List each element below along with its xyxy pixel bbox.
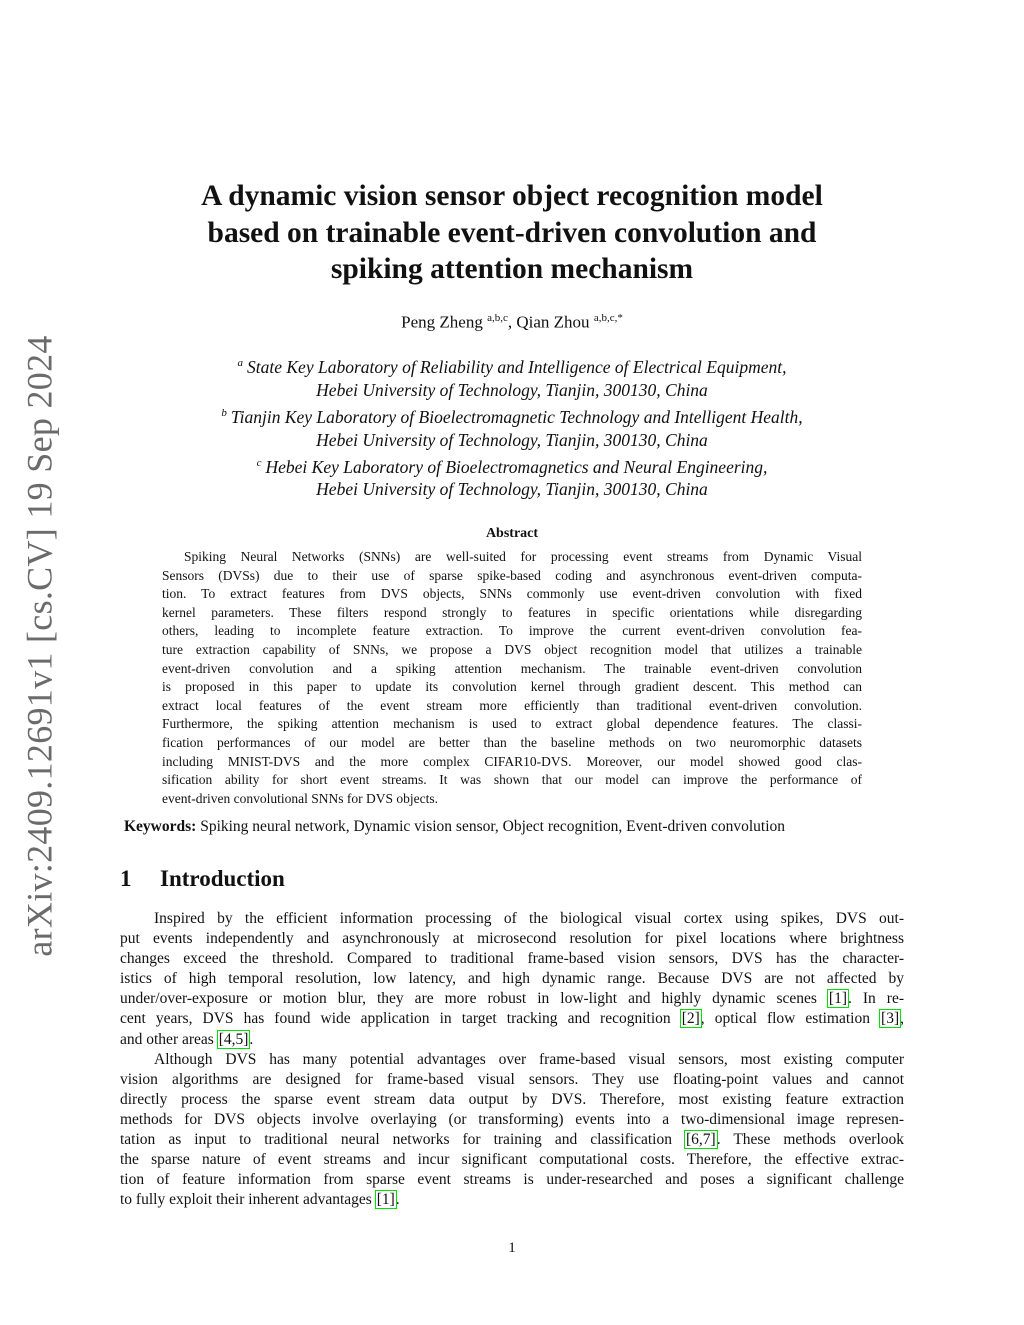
paper-title	[140, 178, 884, 288]
abstract-line: event-driven convolution and a spiking attention mechanism. The trainable event-driven convolution	[162, 660, 862, 676]
title-line: A dynamic vision sensor object recognition model	[201, 180, 823, 212]
abstract-line: Sensors (DVSs) due to their use of sparse spike-based coding and asynchronous event-driven computa-	[162, 567, 862, 583]
body-line: the sparse nature of event streams and incur significant computational costs. Therefore, the effective extrac-	[120, 1151, 904, 1169]
body-line: cent years, DVS has found wide application in target tracking and recognition [2], optical flow estimation [3],	[120, 1010, 904, 1028]
abstract-line: kernel parameters. These filters respond strongly to features in specific orientations while disregarding	[162, 604, 862, 620]
arxiv-identifier: arXiv:2409.12691v1 [cs.CV] 19 Sep 2024	[20, 335, 60, 957]
citation-link[interactable]: [1]	[828, 990, 847, 1008]
affiliation-line: $^c$ Hebei Key Laboratory of Bioelectromagnetics and Neural Engineering,	[256, 456, 768, 477]
keywords-text: Spiking neural network, Dynamic vision sensor, Object recognition, Event-driven convolution	[200, 818, 786, 835]
body-line: directly process the sparse event stream data output by DVS. Therefore, most existing feature extraction	[120, 1090, 904, 1108]
author-separator: ,	[507, 312, 517, 332]
citation-link[interactable]: [6,7]	[686, 1131, 716, 1149]
introduction-text	[120, 909, 904, 1210]
body-line: and other areas [4,5].	[120, 1030, 254, 1048]
affiliation-line: $^a$ State Key Laboratory of Reliability and Intelligence of Electrical Equipment,	[237, 356, 787, 377]
abstract-line: including MNIST-DVS and the more complex CIFAR10-DVS. Moreover, our model showed good clas-	[162, 753, 862, 769]
author-list	[0, 312, 1024, 333]
citation-link[interactable]: [1]	[376, 1191, 395, 1209]
affiliation-line: Hebei University of Technology, Tianjin, 300130, China	[316, 379, 708, 400]
abstract-line: is proposed in this paper to update its convolution kernel through gradient descent. This method can	[162, 679, 862, 695]
citation-link[interactable]: [3]	[881, 1010, 900, 1028]
body-line: to fully exploit their inherent advantages [1].	[120, 1191, 400, 1209]
affiliation-mark: a	[237, 357, 244, 369]
affiliation-mark: b	[221, 406, 227, 419]
affiliations	[120, 352, 904, 501]
keywords	[124, 818, 904, 836]
author-name: Qian Zhou	[516, 312, 590, 332]
page-number: 1	[508, 1240, 516, 1256]
body-line: methods for DVS objects involve overlaying (or transforming) events into a two-dimensional image represen-	[120, 1110, 904, 1128]
title-line: spiking attention mechanism	[330, 253, 694, 285]
body-line: vision algorithms are designed for frame-based visual sensors. They use floating-point values and cannot	[120, 1070, 904, 1088]
keywords-label: Keywords:	[124, 818, 197, 835]
affiliation-line: Hebei University of Technology, Tianjin, 300130, China	[316, 429, 708, 450]
affiliation-mark: c	[256, 456, 262, 469]
body-line: istics of high temporal resolution, low latency, and high dynamic range. Because DVS are not affected by	[120, 970, 904, 988]
abstract-line: ture extraction capability of SNNs, we propose a DVS object recognition model that utilizes a trainable	[162, 641, 862, 657]
body-line: put events independently and asynchronously at microsecond resolution for pixel locations where brightness	[120, 930, 904, 948]
section-heading	[120, 866, 285, 892]
author-affiliation-marks: a,b,c,*	[593, 312, 623, 324]
abstract-line: Furthermore, the spiking attention mechanism is used to extract global dependence features. The classi-	[162, 716, 862, 732]
body-line: changes exceed the threshold. Compared to traditional frame-based vision sensors, DVS has the character-	[120, 950, 904, 968]
abstract-line: Spiking Neural Networks (SNNs) are well-suited for processing event streams from Dynamic Visual	[184, 549, 862, 564]
abstract-line: extract local features of the event stream more efficiently than traditional event-driven convolution.	[162, 697, 862, 713]
section-number: 1	[120, 866, 132, 891]
author-affiliation-marks: a,b,c	[487, 312, 508, 324]
citation-link[interactable]: [4,5]	[218, 1030, 249, 1048]
abstract-line: fication performances of our model are better than the baseline methods on two neuromorphic datasets	[162, 734, 862, 750]
affiliation-line: Hebei University of Technology, Tianjin, 300130, China	[316, 479, 708, 500]
citation-link[interactable]: [2]	[681, 1010, 700, 1028]
section-title: Introduction	[160, 866, 285, 891]
body-line: Inspired by the efficient information processing of the biological visual cortex using spikes, DVS out-	[154, 910, 904, 927]
abstract-text	[162, 548, 862, 808]
arxiv-identifier-sidebar	[20, 335, 60, 957]
abstract-line: tion. To extract features from DVS objects, SNNs commonly use event-driven convolution with fixed	[162, 586, 862, 602]
body-line: tation as input to traditional neural networks for training and classification [6,7]. These methods overlook	[120, 1131, 904, 1149]
abstract-heading: Abstract	[485, 526, 539, 541]
abstract-line: event-driven convolutional SNNs for DVS objects.	[162, 790, 438, 806]
affiliation-line: $^b$ Tianjin Key Laboratory of Bioelectromagnetic Technology and Intelligent Health,	[221, 406, 803, 427]
abstract-line: others, leading to incomplete feature extraction. To improve the current event-driven convolution fea-	[162, 623, 862, 639]
body-line: Although DVS has many potential advantages over frame-based visual sensors, most existing computer	[154, 1050, 904, 1068]
abstract-line: sification ability for short event streams. It was shown that our model can improve the performance of	[162, 772, 862, 788]
body-line: under/over-exposure or motion blur, they are more robust in low-light and highly dynamic scenes [1]. In re-	[120, 990, 904, 1008]
title-line: based on trainable event-driven convolution and	[207, 216, 817, 249]
body-line: tion of feature information from sparse event streams is under-researched and poses a significant challenge	[120, 1171, 904, 1189]
author-name: Peng Zheng	[401, 312, 483, 332]
